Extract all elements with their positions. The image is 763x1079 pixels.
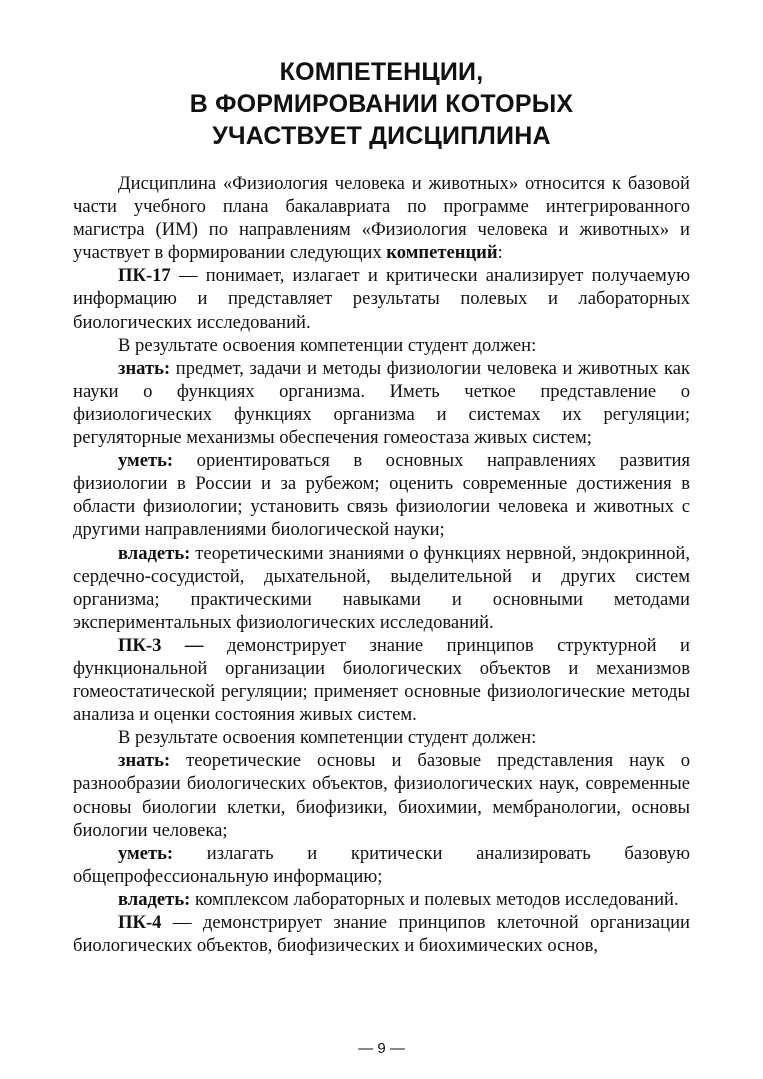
pk4-paragraph	[73, 911, 690, 957]
pk4-label: ПК-4	[118, 912, 162, 933]
own-paragraph-2	[73, 888, 690, 911]
can-paragraph-1	[73, 449, 690, 541]
can-paragraph-2	[73, 842, 690, 888]
own-label-1: владеть:	[118, 542, 191, 564]
own-text-2: комплексом лабораторных и полевых методов исследований.	[190, 888, 679, 910]
own-text-1: теоретическими знаниями о функциях нервной, эндокринной, сердечно-сосудистой, дыхательной, выделительной и других систем организма; практическими навыками и основными методами экспериментальных физиологических исследований.	[73, 542, 690, 633]
pk4-text: — демонстрирует знание принципов клеточной организации биологических объектов, биофизических и биохимических основ,	[73, 912, 690, 957]
own-label-2: владеть:	[118, 888, 191, 910]
can-label-1: уметь:	[118, 450, 174, 472]
result-paragraph-2: В результате освоения компетенции студент должен:	[118, 727, 537, 749]
page-number: — 9 —	[358, 1040, 405, 1057]
know-label-2: знать:	[118, 750, 171, 772]
pk3-text: демонстрирует знание принципов структурной и функциональной организации биологических объектов и механизмов гомеостатической регуляции; применяет основные физиологические методы анализа и оценки состояния живых систем.	[73, 634, 690, 726]
know-paragraph-1	[73, 357, 690, 449]
can-text-2: излагать и критически анализировать базовую общепрофессиональную информацию;	[73, 842, 690, 887]
own-paragraph-1	[73, 542, 690, 634]
intro-paragraph	[73, 172, 690, 264]
know-paragraph-2	[73, 749, 690, 841]
result-paragraph-1: В результате освоения компетенции студент должен:	[118, 334, 537, 356]
pk3-paragraph	[73, 634, 690, 726]
pk17-label: ПК-17	[118, 265, 171, 287]
intro-tail: :	[497, 242, 503, 264]
know-text-1: предмет, задачи и методы физиологии человека и животных как науки о функциях организма. Иметь четкое представление о физиологических функциях организма и системах их регуляции; регуляторные механизмы обеспечения гомеостаза живых систем;	[73, 357, 690, 449]
know-text-2: теоретические основы и базовые представления наук о разнообразии биологических объектов, физиологических наук, современные основы биологии клетки, биофизики, биохимии, мембранологии, основы биологии человека;	[73, 750, 690, 841]
title-line-3: УЧАСТВУЕТ ДИСЦИПЛИНА	[212, 122, 551, 150]
pk17-paragraph	[73, 264, 690, 333]
intro-text: Дисциплина «Физиология человека и животных» относится к базовой части учебного плана бакалавриата по программе интегрированного магистра (ИМ) по направлениям «Физиология человека и животных» и участвует в формировании следующих	[73, 173, 690, 264]
can-text-1: ориентироваться в основных направлениях развития физиологии в России и за рубежом; оценить современные достижения в области физиологии; установить связь физиологии человека и животных с другими направлениями биологической науки;	[73, 450, 690, 541]
page-title	[60, 56, 703, 152]
know-label-1: знать:	[118, 357, 171, 379]
intro-bold-term: компетенций	[386, 242, 498, 264]
body-text	[73, 172, 690, 957]
pk17-text: — понимает, излагает и критически анализирует получаемую информацию и представляет результаты полевых и лабораторных биологических исследований.	[73, 265, 690, 333]
title-line-1: КОМПЕТЕНЦИИ,	[279, 58, 484, 86]
can-label-2: уметь:	[118, 842, 174, 864]
pk3-label: ПК-3 —	[118, 634, 204, 656]
title-line-2: В ФОРМИРОВАНИИ КОТОРЫХ	[189, 90, 574, 118]
